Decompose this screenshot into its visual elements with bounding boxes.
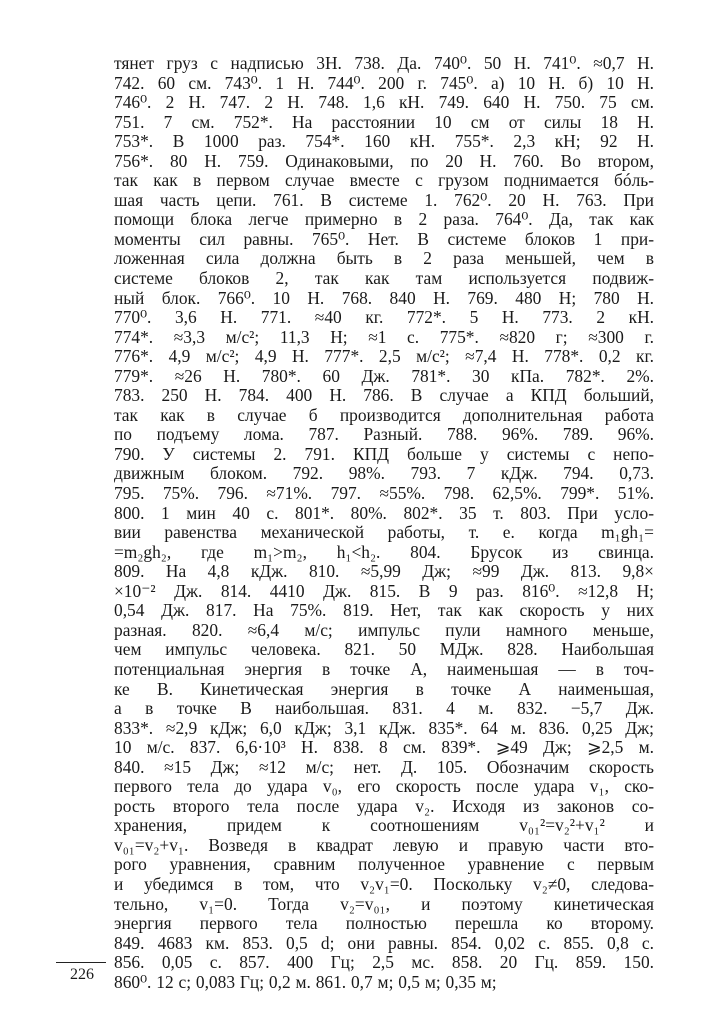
- text-line: тельно, v₁=0. Тогда v₂=v₀₁, и поэтому кинетическая: [114, 893, 654, 914]
- text-line: 856. 0,05 с. 857. 400 Гц; 2,5 мс. 858. 20 Гц. 859. 150.: [114, 952, 654, 973]
- text-line: разная. 820. ≈6,4 м/с; импульс пули намного меньше,: [114, 619, 654, 640]
- text-line: рого уравнения, сравним полученное уравнение с первым: [114, 854, 654, 875]
- text-line: потенциальная энергия в точке А, наименьшая — в точ-: [114, 658, 654, 679]
- text-line: ложенная сила должна быть в 2 раза меньшей, чем в: [114, 248, 654, 269]
- text-line: системе блоков 2, так как там используется подвиж-: [114, 268, 654, 289]
- text-line: 833*. ≈2,9 кДж; 6,0 кДж; 3,1 кДж. 835*. 64 м. 836. 0,25 Дж;: [114, 717, 654, 738]
- text-line: 776*. 4,9 м/с²; 4,9 Н. 777*. 2,5 м/с²; ≈7,4 Н. 778*. 0,2 кг.: [114, 346, 654, 367]
- text-line: вии равенства механической работы, т. е. когда m₁gh₁=: [114, 522, 654, 543]
- text-line: 783. 250 Н. 784. 400 Н. 786. В случае а КПД больший,: [114, 385, 654, 406]
- text-line: =m₂gh₂, где m₁>m₂, h₁<h₂. 804. Брусок из свинца.: [114, 541, 654, 562]
- answers-text-block: [114, 54, 654, 992]
- text-line: энергия первого тела полностью перешла ко второму.: [114, 913, 654, 934]
- text-line: так как в случае б производится дополнительная работа: [114, 404, 654, 425]
- text-line: первого тела до удара v₀, его скорость после удара v₁, ско-: [114, 776, 654, 797]
- text-line: 0,54 Дж. 817. На 75%. 819. Нет, так как скорость у них: [114, 600, 654, 621]
- text-line: хранения, придем к соотношениям v₀₁²=v₂²+v₁² и: [114, 815, 654, 836]
- text-line: ×10⁻² Дж. 814. 4410 Дж. 815. В 9 раз. 816⁰. ≈12,8 Н;: [114, 580, 654, 601]
- text-line: 751. 7 см. 752*. На расстоянии 10 см от силы 18 Н.: [114, 111, 654, 132]
- text-line: чем импульс человека. 821. 50 МДж. 828. Наибольшая: [114, 639, 654, 660]
- text-line: 774*. ≈3,3 м/с²; 11,3 Н; ≈1 с. 775*. ≈820 г; ≈300 г.: [114, 326, 654, 347]
- text-line: так как в первом случае вместе с грузом поднимается бóль-: [114, 170, 654, 191]
- text-line: v₀₁=v₂+v₁. Возведя в квадрат левую и правую части вто-: [114, 834, 654, 855]
- page-number: 226: [70, 966, 94, 983]
- text-line: и убедимся в том, что v₂v₁=0. Поскольку v₂≠0, следова-: [114, 873, 654, 894]
- text-line: 779*. ≈26 Н. 780*. 60 Дж. 781*. 30 кПа. 782*. 2%.: [114, 365, 654, 386]
- text-line: шая часть цепи. 761. В системе 1. 762⁰. 20 Н. 763. При: [114, 189, 654, 210]
- text-line: 800. 1 мин 40 с. 801*. 80%. 802*. 35 т. 803. При усло-: [114, 502, 654, 523]
- text-line: 770⁰. 3,6 Н. 771. ≈40 кг. 772*. 5 Н. 773. 2 кН.: [114, 307, 654, 328]
- text-line: ный блок. 766⁰. 10 Н. 768. 840 Н. 769. 480 Н; 780 Н.: [114, 287, 654, 308]
- text-line: помощи блока легче примерно в 2 раза. 764⁰. Да, так как: [114, 209, 654, 230]
- text-line: ке В. Кинетическая энергия в точке А наименьшая,: [114, 678, 654, 699]
- text-line: а в точке В наибольшая. 831. 4 м. 832. −5,7 Дж.: [114, 698, 654, 719]
- text-line: моменты сил равны. 765⁰. Нет. В системе блоков 1 при-: [114, 228, 654, 249]
- page-number-rule: [56, 962, 106, 963]
- text-line: 840. ≈15 Дж; ≈12 м/с; нет. Д. 105. Обозначим скорость: [114, 756, 654, 777]
- text-line: тянет груз с надписью 3Н. 738. Да. 740⁰. 50 Н. 741⁰. ≈0,7 Н.: [114, 53, 654, 73]
- text-line: 809. На 4,8 кДж. 810. ≈5,99 Дж; ≈99 Дж. 813. 9,8×: [114, 561, 654, 582]
- text-line: 742. 60 см. 743⁰. 1 Н. 744⁰. 200 г. 745⁰. а) 10 Н. б) 10 Н.: [114, 72, 654, 93]
- text-line: 753*. В 1000 раз. 754*. 160 кН. 755*. 2,3 кН; 92 Н.: [114, 131, 654, 152]
- text-line: 756*. 80 Н. 759. Одинаковыми, по 20 Н. 760. Во втором,: [114, 150, 654, 171]
- text-line: движным блоком. 792. 98%. 793. 7 кДж. 794. 0,73.: [114, 463, 654, 484]
- text-line: рость второго тела после удара v₂. Исходя из законов со-: [114, 795, 654, 816]
- text-line: 860⁰. 12 с; 0,083 Гц; 0,2 м. 861. 0,7 м; 0,5 м; 0,35 м;: [114, 971, 497, 992]
- text-line: по подъему лома. 787. Разный. 788. 96%. 789. 96%.: [114, 424, 654, 445]
- text-line: 746⁰. 2 Н. 747. 2 Н. 748. 1,6 кН. 749. 640 Н. 750. 75 см.: [114, 92, 654, 113]
- text-line: 790. У системы 2. 791. КПД больше у системы с непо-: [114, 443, 654, 464]
- text-line: 849. 4683 км. 853. 0,5 d; они равны. 854. 0,02 с. 855. 0,8 с.: [114, 932, 654, 953]
- text-line: 795. 75%. 796. ≈71%. 797. ≈55%. 798. 62,5%. 799*. 51%.: [114, 483, 654, 504]
- text-line: 10 м/с. 837. 6,6·10³ Н. 838. 8 см. 839*. ⩾49 Дж; ⩾2,5 м.: [114, 737, 654, 758]
